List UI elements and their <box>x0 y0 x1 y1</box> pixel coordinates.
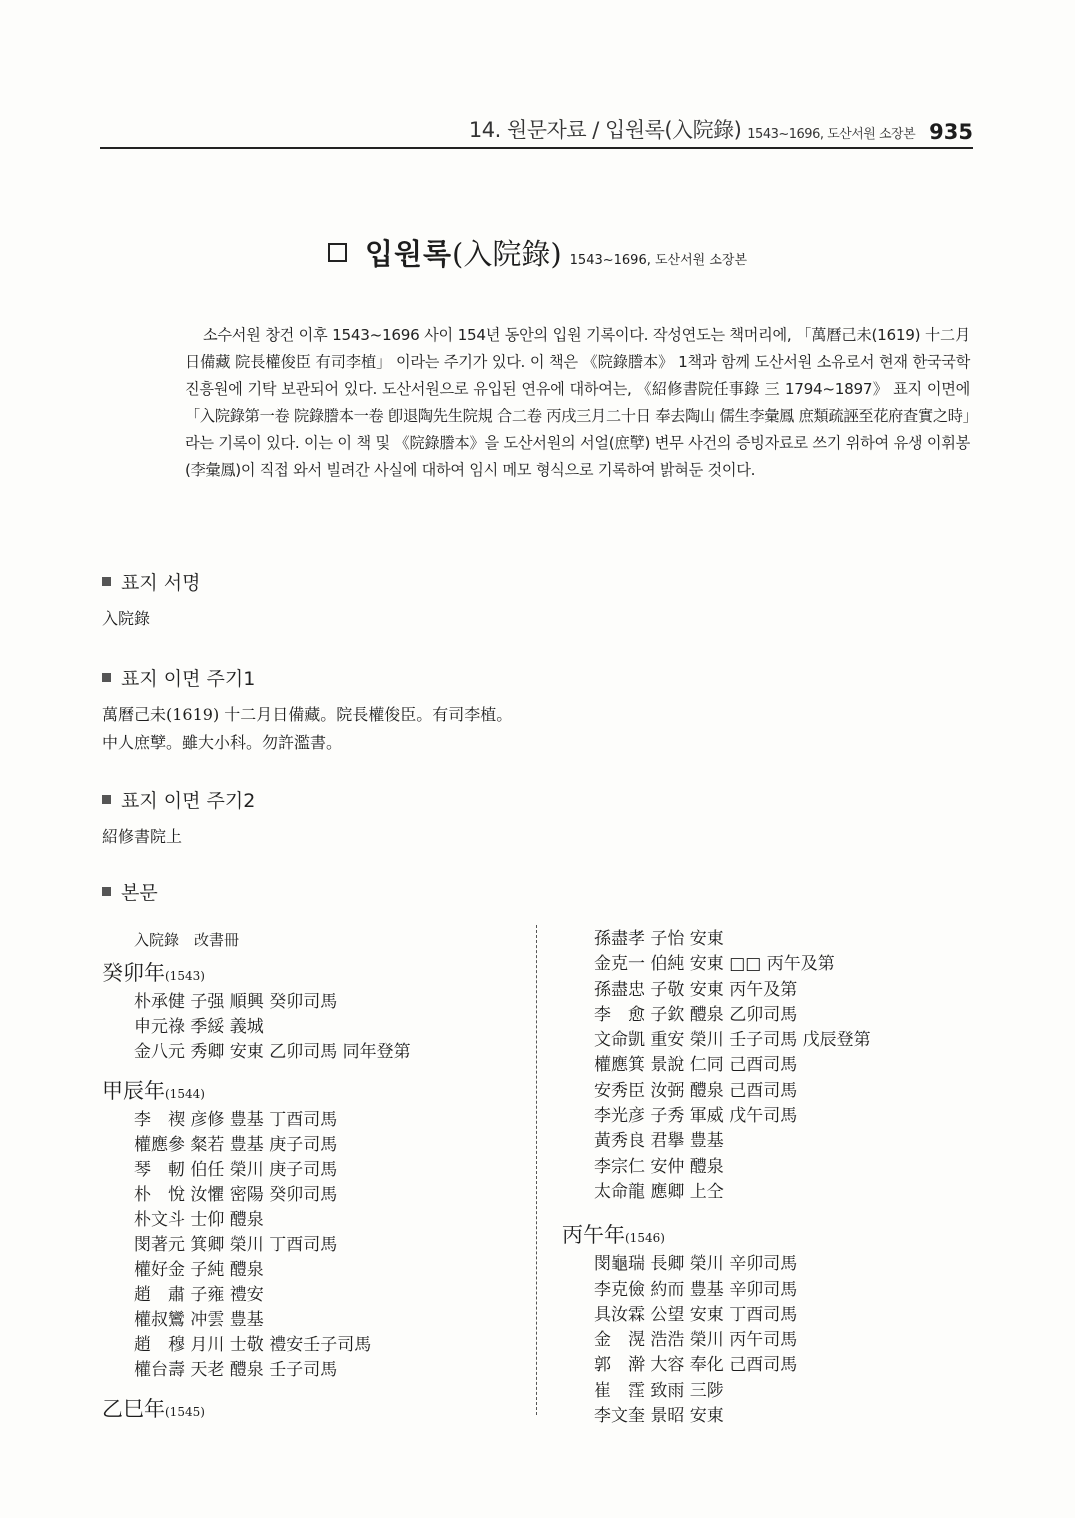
year-heading <box>102 959 411 990</box>
entry-line: 權好金 子純 醴泉 <box>134 1260 264 1280</box>
right-column <box>562 927 871 1429</box>
running-header <box>100 112 973 149</box>
section-cover-title <box>102 568 200 633</box>
entry-line: 李宗仁 安仲 醴泉 <box>594 1156 724 1177</box>
entry-line: 李文奎 景昭 安東 <box>594 1406 724 1427</box>
section-body: 入院錄 <box>102 609 151 628</box>
year-number: (1544) <box>165 1087 205 1101</box>
title-main: 입원록 <box>364 237 453 271</box>
year-label: 乙巳年 <box>102 1397 165 1421</box>
entry-line: 文命凱 重安 榮川 壬子司馬 戊辰登第 <box>594 1030 871 1051</box>
section-body <box>102 701 512 757</box>
header-subtitle: 1543~1696, 도산서원 소장본 <box>747 127 916 142</box>
column-divider <box>536 925 537 1415</box>
entry-line: 趙 肅 子雍 禮安 <box>134 1285 264 1305</box>
entry-line: 權應參 粲若 豊基 庚子司馬 <box>134 1135 338 1155</box>
entry-line: 黃秀良 君擧 豊基 <box>594 1131 724 1152</box>
square-bullet-icon <box>102 673 111 682</box>
square-bullet-icon <box>102 577 111 586</box>
year-number: (1546) <box>625 1231 665 1246</box>
square-bullet-icon <box>102 795 111 804</box>
square-bullet-icon <box>328 243 347 262</box>
entry-line: 孫盡忠 子敬 安東 丙午及第 <box>594 979 798 1000</box>
year-label: 甲辰年 <box>102 1079 165 1103</box>
entry-line: 具汝霖 公望 安東 丁酉司馬 <box>594 1304 798 1325</box>
section-main-text <box>102 878 158 905</box>
entry-line: 金克一 伯純 安東 □□ 丙午及第 <box>594 954 835 975</box>
book-subtitle: 入院錄 改書冊 <box>134 931 240 949</box>
section-heading <box>102 878 158 905</box>
entry-line: 太命龍 應卿 上仝 <box>594 1181 724 1202</box>
year-heading <box>102 1077 411 1108</box>
square-bullet-icon <box>102 887 111 896</box>
left-column <box>102 927 411 1426</box>
year-label: 癸卯年 <box>102 961 165 985</box>
title-subtitle: 1543~1696, 도산서원 소장본 <box>569 253 748 268</box>
note-line: 中人庶孼。雖大小科。勿許濫書。 <box>102 733 343 752</box>
entry-line: 崔 霔 致雨 三陟 <box>594 1380 724 1401</box>
heading-text: 표지 이면 주기1 <box>121 668 256 690</box>
entry-line: 權叔鸞 冲雲 豊基 <box>134 1310 264 1330</box>
entry-line: 李 禊 彦修 豊基 丁酉司馬 <box>134 1110 338 1130</box>
entry-line: 權應箕 景說 仁同 己酉司馬 <box>594 1055 798 1076</box>
entry-line: 郭 澣 大容 奉化 己酉司馬 <box>594 1355 798 1376</box>
section-heading <box>102 568 200 595</box>
section-heading <box>102 786 255 813</box>
section-body: 紹修書院上 <box>102 827 183 846</box>
entry-line: 孫盡孝 子怡 安東 <box>594 929 724 949</box>
section-cover-note-2 <box>102 786 255 851</box>
entry-line: 閔著元 箕卿 榮川 丁酉司馬 <box>134 1235 338 1255</box>
heading-text: 표지 서명 <box>121 572 201 594</box>
document-title <box>0 232 1075 273</box>
entry-line: 權台壽 天老 醴泉 壬子司馬 <box>134 1360 338 1380</box>
entry-line: 朴 悅 汝懼 密陽 癸卯司馬 <box>134 1185 338 1205</box>
note-line: 萬曆己未(1619) 十二月日備藏。院長權俊臣。有司李植。 <box>102 705 513 724</box>
entry-line: 李 愈 子欽 醴泉 乙卯司馬 <box>594 1004 798 1025</box>
year-heading <box>562 1221 871 1252</box>
entry-line: 閔龜瑞 長卿 榮川 辛卯司馬 <box>594 1254 798 1275</box>
year-heading <box>102 1395 411 1426</box>
entry-line: 琴 軔 伯任 榮川 庚子司馬 <box>134 1160 338 1180</box>
entry-line: 金 滉 浩浩 榮川 丙午司馬 <box>594 1330 798 1351</box>
page-number: 935 <box>929 120 973 144</box>
title-hanja: (入院錄) <box>452 237 562 271</box>
year-label: 丙午年 <box>562 1223 625 1248</box>
entry-line: 朴承健 子强 順興 癸卯司馬 <box>134 992 338 1012</box>
section-cover-note-1 <box>102 664 512 757</box>
year-number: (1545) <box>165 1405 205 1419</box>
entry-line: 安秀臣 汝弼 醴泉 己酉司馬 <box>594 1080 798 1101</box>
section-heading <box>102 664 512 691</box>
header-title: 14. 원문자료 / 입원록(入院錄) <box>468 118 742 142</box>
heading-text: 표지 이면 주기2 <box>121 790 256 812</box>
entry-line: 李克儉 約而 豊基 辛卯司馬 <box>594 1279 798 1300</box>
entry-line: 趙 穆 月川 士敬 禮安壬子司馬 <box>134 1335 372 1355</box>
entry-line: 朴文斗 士仰 醴泉 <box>134 1210 264 1230</box>
year-number: (1543) <box>165 969 205 983</box>
heading-text: 본문 <box>121 882 158 904</box>
intro-paragraph: 소수서원 창건 이후 1543~1696 사이 154년 동안의 입원 기록이다. 작성연도는 책머리에, 「萬曆己未(1619) 十二月日備藏 院長權俊臣 有司李植」 이라는 주기가 있다. 이 책은 《院錄謄本》 1책과 함께 도산서원 소유로서 현재 한국국학진흥원에 기탁 보관되어 있다. 도산서원으로 유입된 연유에 대하여는, 《紹修書院任事錄 三 1794~1897》 표지 이면에 「入院錄第一卷 院錄謄本一卷 卽退陶先生院規 合二卷 丙戌三月二十日 奉去陶山 儒生李彙鳳 庶類疏誣至花府査實之時」라는 기록이 있다. 이는 이 책 및 《院錄謄本》을 도산서원의 서얼(庶孼) 변무 사건의 증빙자료로 쓰기 위하여 유생 이휘봉(李彙鳳)이 직접 와서 빌려간 사실에 대하여 임시 메모 형식으로 기록하여 밝혀둔 것이다. <box>185 326 970 479</box>
entry-line: 李光彦 子秀 軍威 戊午司馬 <box>594 1106 798 1127</box>
entry-line: 金八元 秀卿 安東 乙卯司馬 同年登第 <box>134 1042 411 1062</box>
entry-line: 申元祿 季綏 義城 <box>134 1017 264 1037</box>
